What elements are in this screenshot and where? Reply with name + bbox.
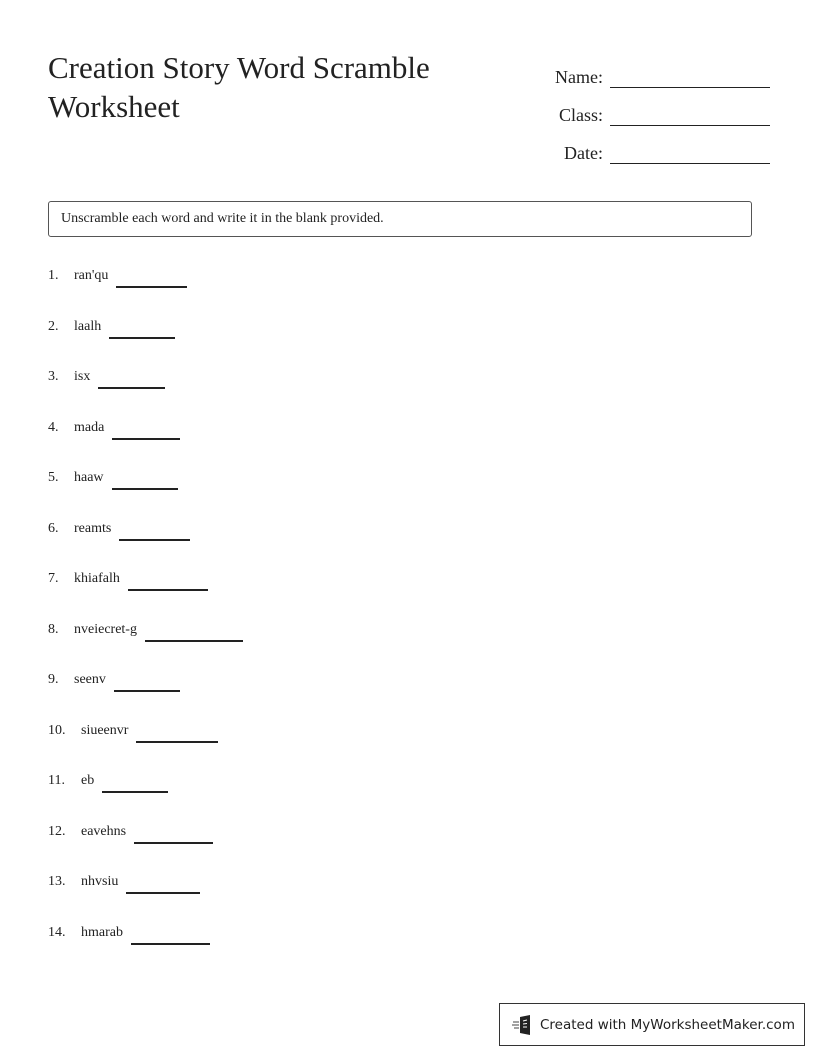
answer-blank[interactable] — [145, 622, 243, 642]
answer-blank[interactable] — [119, 521, 190, 541]
scramble-item — [48, 672, 243, 723]
item-number: 12. — [48, 823, 66, 839]
footer-credit[interactable] — [499, 1003, 805, 1046]
footer-text: Created with MyWorksheetMaker.com — [540, 1016, 795, 1033]
item-number: 13. — [48, 874, 66, 889]
item-number: 9. — [48, 672, 59, 687]
answer-blank[interactable] — [116, 268, 187, 288]
item-number: 8. — [48, 621, 59, 637]
item-number: 1. — [48, 268, 59, 283]
scramble-item — [48, 773, 243, 824]
answer-blank[interactable] — [114, 672, 180, 692]
answer-blank[interactable] — [112, 470, 178, 490]
scrambled-word: haaw — [74, 470, 104, 485]
date-label: Date: — [564, 143, 603, 163]
item-number: 10. — [48, 722, 66, 738]
scramble-item — [48, 420, 243, 471]
name-blank-line[interactable] — [610, 61, 770, 88]
scrambled-word: eb — [81, 773, 95, 788]
scrambled-word: reamts — [74, 520, 112, 536]
scrambled-word: nhvsiu — [81, 874, 119, 889]
class-blank-line[interactable] — [610, 99, 770, 126]
answer-blank[interactable] — [126, 874, 200, 894]
item-number: 11. — [48, 773, 65, 788]
scramble-item — [48, 824, 243, 875]
scramble-item — [48, 369, 243, 420]
instructions-box: Unscramble each word and write it in the blank provided. — [48, 201, 752, 237]
scramble-item — [48, 571, 243, 622]
scramble-item — [48, 874, 243, 925]
answer-blank[interactable] — [109, 319, 175, 339]
item-number: 3. — [48, 369, 59, 384]
scramble-item — [48, 268, 243, 319]
scramble-item — [48, 319, 243, 370]
answer-blank[interactable] — [102, 773, 168, 793]
answer-blank[interactable] — [131, 925, 210, 945]
scrambled-word: isx — [74, 369, 91, 384]
item-number: 2. — [48, 318, 59, 334]
page-title: Creation Story Word Scramble Worksheet — [48, 50, 430, 124]
worksheet-maker-logo-icon — [512, 1014, 534, 1036]
answer-blank[interactable] — [136, 723, 218, 743]
scrambled-word: mada — [74, 419, 105, 435]
scramble-item — [48, 622, 243, 673]
class-field — [520, 88, 770, 126]
item-number: 7. — [48, 571, 59, 586]
scrambled-word: ran'qu — [74, 268, 109, 283]
scrambled-word: hmarab — [81, 924, 123, 940]
class-label: Class: — [558, 105, 603, 125]
item-number: 5. — [48, 470, 59, 485]
name-field — [520, 50, 770, 88]
answer-blank[interactable] — [128, 571, 208, 591]
answer-blank[interactable] — [98, 369, 165, 389]
scrambled-word: khiafalh — [74, 571, 120, 586]
scramble-item — [48, 470, 243, 521]
scramble-item — [48, 521, 243, 572]
answer-blank[interactable] — [134, 824, 213, 844]
scrambled-word: laalh — [74, 318, 102, 334]
scrambled-word: nveiecret-g — [74, 621, 137, 637]
scramble-item — [48, 723, 243, 774]
scrambled-word: eavehns — [81, 823, 127, 839]
item-number: 4. — [48, 419, 59, 435]
item-number: 14. — [48, 924, 66, 940]
student-info-fields — [520, 50, 770, 164]
word-scramble-list — [48, 268, 243, 975]
scramble-item — [48, 925, 243, 976]
scrambled-word: siueenvr — [81, 722, 129, 738]
date-field — [520, 126, 770, 164]
scrambled-word: seenv — [74, 672, 106, 687]
date-blank-line[interactable] — [610, 137, 770, 164]
item-number: 6. — [48, 520, 59, 536]
name-label: Name: — [555, 67, 603, 87]
answer-blank[interactable] — [112, 420, 180, 440]
